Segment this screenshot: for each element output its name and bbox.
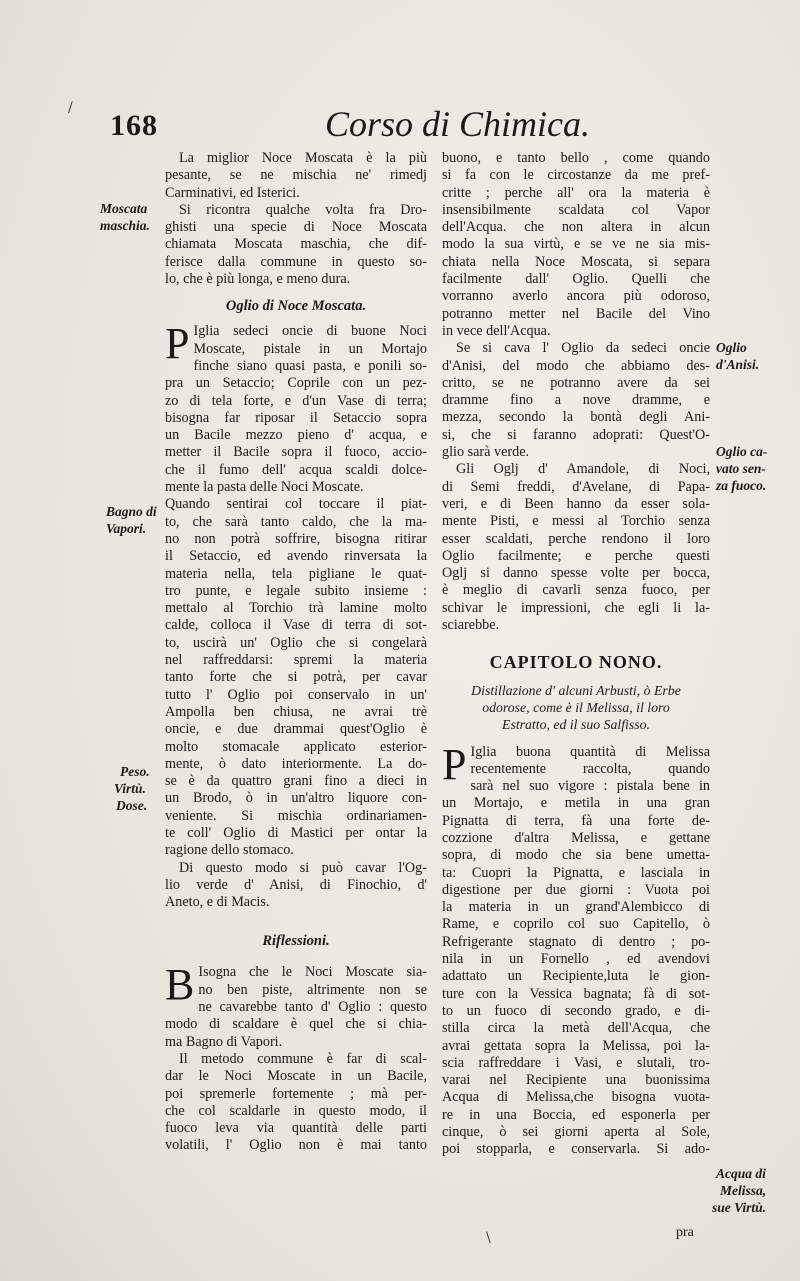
text-line: finche siano quasi pasta, e ponili so-: [193, 357, 427, 374]
section-heading-riflessioni: Riflessioni.: [262, 933, 330, 950]
text-line: Distillazione d' alcuni Arbusti, ò Erbe: [471, 682, 681, 698]
margin-note: Oglio ca-: [716, 444, 768, 459]
text-line: insensibilmente scaldata col Vapor: [442, 201, 710, 218]
left-column: [165, 150, 427, 1155]
text-line: Carminativi, ed Isterici.: [165, 184, 300, 201]
text-line: nila in un Fornello , ed avendovi: [442, 951, 710, 968]
text-line: ture con la Vessica bagnata; fà di sot-: [442, 985, 710, 1002]
text-line: Iglia buona quantità di Melissa: [470, 743, 710, 760]
margin-mark: \: [486, 1230, 491, 1246]
page-number: 168: [110, 109, 158, 142]
text-line: si, che si faranno adoprati: Quest'O-: [442, 426, 710, 443]
text-line: sopra, di modo che sia bene umetta-: [442, 847, 710, 864]
text-line: chiata nella Noce Moscata, si separa: [442, 253, 710, 270]
text-line: poi stopparla, e conservarla. Si ado-: [442, 1141, 710, 1158]
text-line: mettalo al Torchio trà lamine molto: [165, 600, 427, 617]
text-line: Oglio facilmente; e perche questi: [442, 547, 710, 564]
margin-note: Dose.: [116, 798, 148, 813]
text-line: pesante, se ne mischia ne' rimedj: [165, 167, 427, 184]
margin-note: d'Anisi.: [716, 357, 760, 372]
text-line: lo, che è più longa, e meno dura.: [165, 271, 351, 288]
text-line: volatili, l' Oglio non è mai tanto: [165, 1137, 427, 1154]
text-line: veniente. Si mischia ordinariamen-: [165, 807, 427, 824]
text-line: odorose, come è il Melissa, il loro: [482, 699, 670, 715]
text-line: è meglio di cavarli senza fuoco, per: [442, 582, 710, 599]
text-line: metter il Bacile sopra il fuoco, accio-: [165, 444, 427, 461]
text-line: tro punte, e legale subito insieme :: [165, 582, 427, 599]
margin-note: Acqua di: [716, 1166, 766, 1181]
text-line: to un fuoco di secondo grado, e di-: [442, 1002, 710, 1019]
text-line: ne cavarebbe tanto d' Oglio : questo: [198, 999, 427, 1016]
text-line: to, uscirà un' Oglio che si congelarà: [165, 634, 427, 651]
text-line: mente, ò dato interiormente. La do-: [165, 755, 427, 772]
margin-note: Vapori.: [106, 521, 147, 536]
text-line: la materia in un grand'Alembicco di: [442, 899, 710, 916]
paragraph-cold-oils: [442, 461, 710, 634]
text-line: re in una Boccia, ed esponerla per: [442, 1106, 710, 1123]
page-header: [110, 103, 700, 149]
text-line: facilmente dall' Oglio. Quelli che: [442, 271, 710, 288]
drop-cap: B: [165, 960, 195, 1010]
text-line: Oglj si danno spesse volte per bocca,: [442, 565, 710, 582]
text-line: ferisce dalla commune in questo so-: [165, 253, 427, 270]
text-line: il Setaccio, ed avendo rinversata la: [165, 548, 427, 565]
text-line: avrai gettata sopra la Melissa, poi la-: [442, 1037, 710, 1054]
chapter-subtitle: [442, 682, 710, 734]
text-line: no ben piste, altrimente non se: [198, 981, 427, 998]
text-line: Aneto, e di Macis.: [165, 894, 270, 911]
margin-note: Bagno di: [106, 504, 157, 519]
text-line: lio verde d' Anisi, di Finochio, d': [165, 876, 427, 893]
text-line: Ampolla ben chiusa, ne avrai trè: [165, 703, 427, 720]
text-line: d'Anisi, del modo che abbiamo des-: [442, 357, 710, 374]
text-line: scia raffreddare i Vasi, e slutali, tro-: [442, 1054, 710, 1071]
text-line: critte ; perche all' ora la materia è: [442, 184, 710, 201]
text-line: tutto l' Oglio poi conservalo in un': [165, 686, 427, 703]
margin-note: vato sen-: [716, 461, 766, 476]
text-line: nel raffreddarsi: spremi la materia: [165, 652, 427, 669]
text-line: critto, se ne potranno avere da sei: [442, 374, 710, 391]
paragraph-reflections: [165, 960, 427, 1154]
text-line: varai nel Recipiente una buonissima: [442, 1072, 710, 1089]
text-line: Iglia sedeci oncie di buone Noci: [193, 323, 427, 340]
text-line: un Bacile mezzo pieno d' acqua, e: [165, 427, 427, 444]
text-line: Di questo modo si può cavar l'Og-: [179, 859, 427, 876]
margin-note: Oglio: [716, 340, 747, 355]
text-line: esser scaldati, perche rendono il loro: [442, 530, 710, 547]
text-line: to, che sarà tanto caldo, che la ma-: [165, 513, 427, 530]
drop-cap: P: [165, 319, 190, 369]
text-line: che il fumo dell' acqua scaldi dolce-: [165, 461, 427, 478]
text-line: mezza, secondo la bontà degli Ani-: [442, 409, 710, 426]
text-line: se è da quattro grani fino a dieci in: [165, 773, 427, 790]
text-line: zo di tela forte, e d'un Vase di terra;: [165, 392, 427, 409]
text-line: si fa con le circostanze da me pref-: [442, 167, 710, 184]
margin-note: Peso.: [120, 764, 150, 779]
text-line: Moscate, pistale in un Mortajo: [193, 340, 427, 357]
chapter-title: CAPITOLO NONO.: [489, 652, 663, 673]
text-line: in vece dell'Acqua.: [442, 322, 551, 339]
text-line: un Mortajo, e metila in una gran: [442, 795, 710, 812]
text-line: materia nella, tela pigliane le quat-: [165, 565, 427, 582]
text-line: pra un Setaccio; Coprile con un pez-: [165, 375, 427, 392]
paragraph-anise-oil: [442, 340, 710, 461]
text-line: Si ricontra qualche volta fra Dro-: [179, 201, 427, 218]
margin-note: Melissa,: [720, 1183, 767, 1198]
text-line: Acqua di Melissa,che bisogna vuota-: [442, 1089, 710, 1106]
text-line: Estratto, ed il suo Salfisso.: [502, 717, 650, 733]
text-line: oncie, e due drammai quest'Oglio è: [165, 721, 427, 738]
text-line: di Semi freddi, d'Avelane, di Papa-: [442, 478, 710, 495]
margin-note: Moscata: [100, 201, 148, 216]
margin-note: maschia.: [100, 218, 150, 233]
text-line: Refrigerante stagnato di dentro ; po-: [442, 933, 710, 950]
text-line: calde, colloca il Vase di terra di sot-: [165, 617, 427, 634]
margin-note: Virtù.: [114, 781, 146, 796]
text-line: fuoco leva via quantità delle parti: [165, 1120, 427, 1137]
text-line: adattato un Recipiente,luta le gion-: [442, 968, 710, 985]
running-title: Corso di Chimica.: [325, 104, 591, 144]
text-line: digestione per due giorni : Vuota poi: [442, 881, 710, 898]
text-line: dar le Noci Moscate in un Bacile,: [165, 1068, 427, 1085]
text-line: Isogna che le Noci Moscate sia-: [198, 964, 427, 981]
text-line: sciarebbe.: [442, 617, 500, 634]
text-line: bisogna far riposar il Setaccio sopra: [165, 409, 427, 426]
text-line: Pignatta di terra, fà una forte de-: [442, 812, 710, 829]
text-line: dell'Acqua. che non altera in alcun: [442, 219, 710, 236]
text-line: un Brodo, ò in un'altro liquore con-: [165, 790, 427, 807]
text-line: Il metodo commune è far di scal-: [179, 1050, 427, 1067]
text-line: veri, e di Been hanno da esser sola-: [442, 495, 710, 512]
text-line: Se si cava l' Oglio da sedeci oncie: [456, 340, 710, 357]
text-line: glio sarà verde.: [442, 444, 530, 461]
text-line: ragione dello stomaco.: [165, 842, 294, 859]
drop-cap: P: [442, 739, 467, 789]
text-line: te coll' Oglio di Mastici per ontar la: [165, 824, 427, 841]
text-line: mente Pisti, e messi al Torchio senza: [442, 513, 710, 530]
text-line: ma Bagno di Vapori.: [165, 1033, 283, 1050]
margin-note: za fuoco.: [716, 478, 767, 493]
margin-note: sue Virtù.: [712, 1200, 767, 1215]
text-line: modo di scaldare è quel che si chia-: [165, 1016, 427, 1033]
text-line: poi spremerle fortemente ; mà per-: [165, 1085, 427, 1102]
text-line: Rame, e coprilo col suo Capitello, ò: [442, 916, 710, 933]
text-line: La miglior Noce Moscata è la più: [179, 150, 427, 166]
catchword: pra: [676, 1225, 694, 1240]
text-line: cinque, ò sei giorni aperta al Sole,: [442, 1124, 710, 1141]
text-line: dramme fino a nove dramme, e: [442, 392, 710, 409]
text-line: modo la sua virtù, e se ve ne sia mis-: [442, 236, 710, 253]
text-line: che col scaldarle in questo modo, il: [165, 1102, 427, 1119]
text-line: schivar le impressioni, che egli li la-: [442, 599, 710, 616]
text-line: tanto forte che si potrà, per cavar: [165, 669, 427, 686]
text-line: cozzione d'altra Melissa, e gettane: [442, 829, 710, 846]
text-line: vorranno averlo ancora più odoroso,: [442, 288, 710, 305]
right-column: [442, 150, 710, 1159]
paragraph-best-nutmeg: [165, 150, 427, 288]
text-line: ta: Cuopri la Pignatta, e lasciala in: [442, 864, 710, 881]
text-line: no non potrà soffrire, bisogna ritirar: [165, 530, 427, 547]
text-line: Quando sentirai col toccare il piat-: [165, 496, 427, 513]
text-line: chiamata Moscata maschia, che dif-: [165, 236, 427, 253]
text-line: sarà nel suo vigore : pistala bene in: [470, 778, 710, 795]
text-line: potranno metter nel Bacile del Vino: [442, 305, 710, 322]
section-heading-oglio-noce: Oglio di Noce Moscata.: [225, 298, 367, 315]
text-line: ghisti una specie di Noce Moscata: [165, 219, 427, 236]
text-line: stilla circa la metà dell'Acqua, che: [442, 1020, 710, 1037]
text-line: Gli Oglj d' Amandole, di Noci,: [456, 461, 710, 478]
text-line: molto stomacale applicato esterior-: [165, 738, 427, 755]
text-line: recentemente raccolta, quando: [470, 760, 710, 777]
margin-mark: /: [68, 100, 73, 116]
text-line: mente la pasta delle Noci Moscate.: [165, 479, 364, 496]
paragraph-quality: [442, 150, 710, 340]
paragraph-melissa-distillation: [442, 739, 710, 1159]
text-line: buono, e tanto bello , come quando: [442, 150, 710, 166]
paragraph-nutmeg-oil-recipe: [165, 319, 427, 911]
